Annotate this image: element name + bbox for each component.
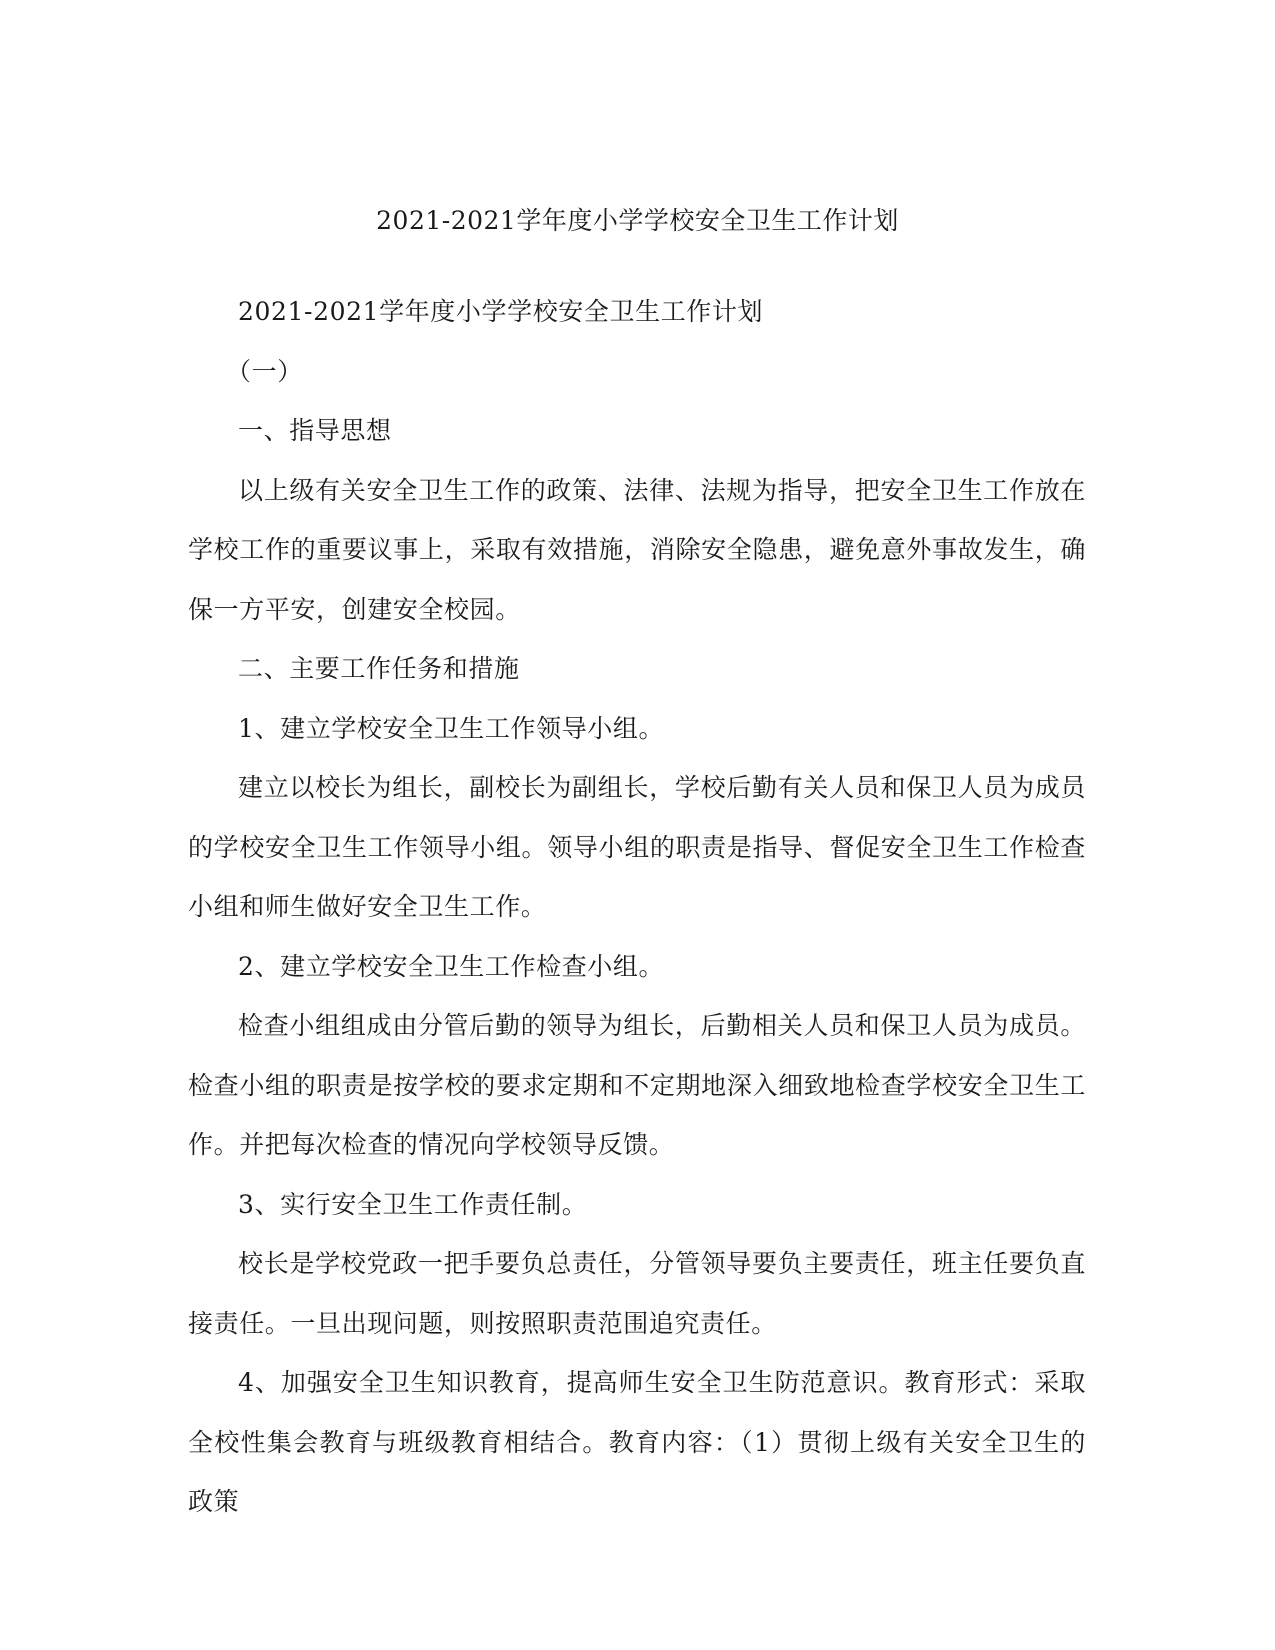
paragraph-guiding-ideology: 以上级有关安全卫生工作的政策、法律、法规为指导，把安全卫生工作放在学校工作的重要议事上，采取有效措施，消除安全隐患，避免意外事故发生，确保一方平安，创建安全校园。 <box>188 475 1086 624</box>
item-3-paragraph: 校长是学校党政一把手要负总责任，分管领导要负主要责任，班主任要负直接责任。一旦出现问题，则按照职责范围追究责任。 <box>188 1249 1086 1338</box>
document-body <box>188 282 1086 1532</box>
document-title: 2021-2021学年度小学学校安全卫生工作计划 <box>376 206 899 235</box>
item-2-heading: 2、建立学校安全卫生工作检查小组。 <box>238 951 665 981</box>
item-2-paragraph: 检查小组组成由分管后勤的领导为组长，后勤相关人员和保卫人员为成员。检查小组的职责是按学校的要求定期和不定期地深入细致地检查学校安全卫生工作。并把每次检查的情况向学校领导反馈。 <box>188 1011 1086 1159</box>
item-1-paragraph: 建立以校长为组长，副校长为副组长，学校后勤有关人员和保卫人员为成员的学校安全卫生工作领导小组。领导小组的职责是指导、督促安全卫生工作检查小组和师生做好安全卫生工作。 <box>188 773 1086 921</box>
heading-main-tasks: 二、主要工作任务和措施 <box>238 654 520 683</box>
item-4-paragraph: 4、加强安全卫生知识教育，提高师生安全卫生防范意识。教育形式：采取全校性集会教育与班级教育相结合。教育内容：（1）贯彻上级有关安全卫生的政策 <box>188 1368 1086 1516</box>
item-1-heading: 1、建立学校安全卫生工作领导小组。 <box>238 713 665 743</box>
section-number: （一） <box>226 356 303 386</box>
subtitle-paragraph: 2021-2021学年度小学学校安全卫生工作计划 <box>238 297 764 326</box>
item-3-heading: 3、实行安全卫生工作责任制。 <box>238 1189 588 1219</box>
heading-guiding-ideology: 一、指导思想 <box>238 416 392 445</box>
